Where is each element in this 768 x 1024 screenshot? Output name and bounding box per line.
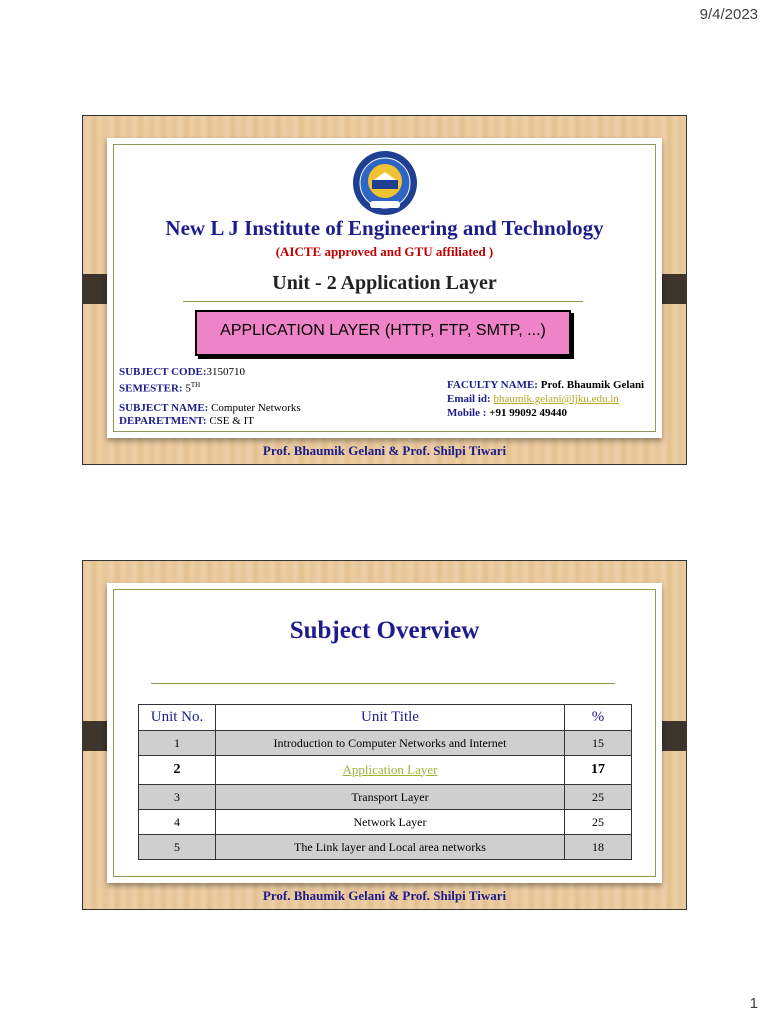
institute-name: New L J Institute of Engineering and Technology	[165, 216, 604, 240]
unit-percent: 17	[565, 756, 632, 785]
unit-title-link[interactable]: Application Layer	[342, 761, 438, 777]
department-label: DEPARETMENT:	[119, 414, 210, 427]
header-unit-title: Unit Title	[216, 705, 565, 731]
institute-logo	[352, 150, 418, 216]
unit-title: Unit - 2 Application Layer	[272, 272, 497, 294]
mobile-number: +91 99092 49440	[489, 407, 567, 419]
semester-suffix: TH	[190, 381, 201, 389]
unit-title: Introduction to Computer Networks and Internet	[216, 731, 565, 756]
approval-text: (AICTE approved and GTU affiliated )	[275, 244, 494, 259]
mobile-label: Mobile :	[447, 407, 490, 419]
faculty-info	[447, 378, 644, 420]
unit-no: 1	[139, 731, 216, 756]
table-row	[139, 756, 632, 785]
unit-title: The Link layer and Local area networks	[216, 835, 565, 860]
slide-title	[82, 115, 687, 465]
unit-percent: 25	[565, 810, 632, 835]
subject-name-label: SUBJECT NAME:	[119, 401, 212, 414]
email-label: Email id:	[447, 393, 494, 405]
slide-footer: Prof. Bhaumik Gelani & Prof. Shilpi Tiwari	[262, 443, 507, 458]
header-percent: %	[565, 705, 632, 731]
slide-overview	[82, 560, 687, 910]
subject-code: 3150710	[206, 366, 246, 378]
subject-code-label: SUBJECT CODE:	[119, 366, 207, 378]
department: CSE & IT	[209, 414, 254, 427]
table-row	[139, 835, 632, 860]
slide-content	[107, 138, 662, 438]
semester-label: SEMESTER:	[119, 382, 186, 395]
unit-no: 4	[139, 810, 216, 835]
unit-percent: 25	[565, 785, 632, 810]
units-table	[138, 704, 632, 860]
table-row	[139, 785, 632, 810]
unit-title: Network Layer	[216, 810, 565, 835]
header-unit-no: Unit No.	[139, 705, 216, 731]
page-number: 1	[749, 995, 758, 1012]
unit-title: Transport Layer	[216, 785, 565, 810]
divider	[183, 301, 583, 302]
topic-text: APPLICATION LAYER (HTTP, FTP, SMTP, ...)	[220, 322, 546, 339]
table-header	[139, 705, 632, 731]
slide-content	[107, 583, 662, 883]
unit-no: 3	[139, 785, 216, 810]
overview-title: Subject Overview	[289, 617, 480, 644]
email-link[interactable]: bhaumik.gelani@ljku.edu.in	[493, 393, 619, 405]
unit-title	[216, 756, 565, 785]
subject-info	[119, 366, 301, 428]
unit-no: 5	[139, 835, 216, 860]
table-row	[139, 810, 632, 835]
unit-no: 2	[139, 756, 216, 785]
table-row	[139, 731, 632, 756]
page-date: 9/4/2023	[699, 6, 758, 23]
subject-name: Computer Networks	[211, 401, 301, 414]
slide-footer: Prof. Bhaumik Gelani & Prof. Shilpi Tiwari	[262, 888, 507, 903]
topic-box	[195, 310, 571, 356]
faculty-label: FACULTY NAME:	[447, 379, 541, 391]
unit-percent: 18	[565, 835, 632, 860]
semester: 5	[185, 382, 191, 395]
unit-percent: 15	[565, 731, 632, 756]
faculty-name: Prof. Bhaumik Gelani	[540, 379, 645, 391]
divider	[151, 683, 615, 684]
